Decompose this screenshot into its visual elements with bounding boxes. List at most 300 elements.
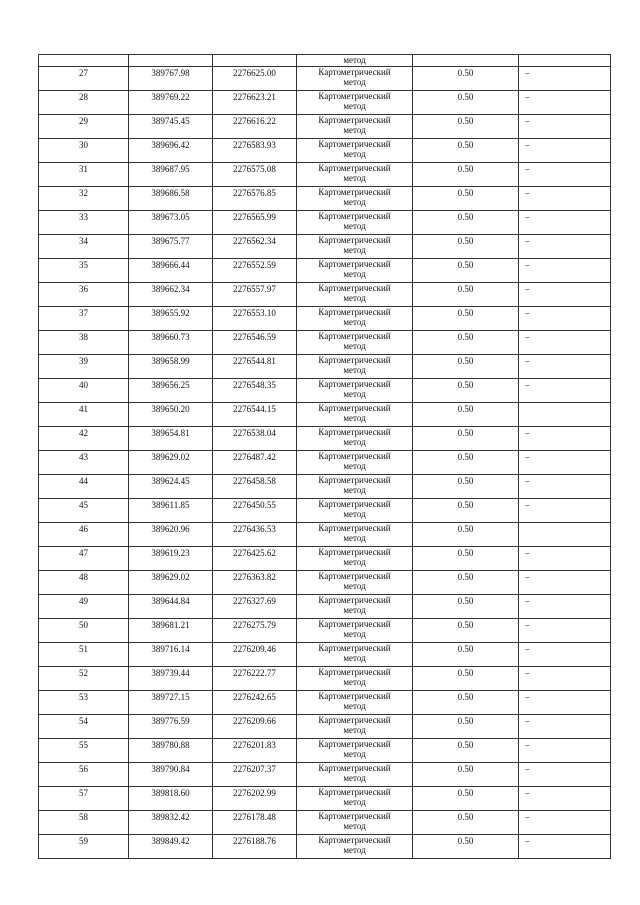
table-row [39, 283, 611, 307]
method-line-2: метод [343, 653, 366, 663]
cell-number: 46 [39, 523, 129, 547]
cell-y: 2276548.35 [213, 379, 297, 403]
cell-y: 2276222.77 [213, 667, 297, 691]
cell-number: 39 [39, 355, 129, 379]
method-line-2: метод [343, 413, 366, 423]
method-line-1: Картометрический [318, 787, 391, 797]
cell-number: 51 [39, 643, 129, 667]
method-line-1: Картометрический [318, 427, 391, 437]
cell-note: – [519, 571, 611, 595]
cell-note: – [519, 427, 611, 451]
cell-method: метод [297, 55, 413, 67]
method-line-2: метод [343, 533, 366, 543]
cell-accuracy: 0.50 [413, 835, 519, 859]
cell-x: 389666.44 [129, 259, 213, 283]
cell-x: 389780.88 [129, 739, 213, 763]
cell-number: 27 [39, 67, 129, 91]
method-line-2: метод [343, 749, 366, 759]
cell-method [297, 499, 413, 523]
cell-y: 2276625.00 [213, 67, 297, 91]
cell-accuracy: 0.50 [413, 163, 519, 187]
coordinates-table [38, 54, 611, 859]
method-line-2: метод [343, 437, 366, 447]
cell-method [297, 451, 413, 475]
cell-method [297, 283, 413, 307]
cell-note: – [519, 763, 611, 787]
table-row [39, 331, 611, 355]
cell-number: 57 [39, 787, 129, 811]
cell-method [297, 739, 413, 763]
cell-accuracy: 0.50 [413, 379, 519, 403]
cell-method [297, 595, 413, 619]
table-row [39, 763, 611, 787]
cell-method [297, 571, 413, 595]
cell-method [297, 619, 413, 643]
cell-number: 31 [39, 163, 129, 187]
cell-method [297, 787, 413, 811]
table-row [39, 427, 611, 451]
cell-accuracy: 0.50 [413, 211, 519, 235]
cell-note: – [519, 115, 611, 139]
cell-accuracy: 0.50 [413, 403, 519, 427]
table-row [39, 571, 611, 595]
method-line-2: метод [343, 341, 366, 351]
method-line-2: метод [343, 677, 366, 687]
cell-method [297, 163, 413, 187]
table-row [39, 667, 611, 691]
cell-y: 2276201.83 [213, 739, 297, 763]
method-line-1: Картометрический [318, 835, 391, 845]
cell-y: 2276188.76 [213, 835, 297, 859]
cell-accuracy: 0.50 [413, 691, 519, 715]
cell-number: 40 [39, 379, 129, 403]
cell-number: 30 [39, 139, 129, 163]
cell-note: – [519, 259, 611, 283]
method-line-2: метод [343, 269, 366, 279]
cell-y: 2276562.34 [213, 235, 297, 259]
method-line-2: метод [343, 701, 366, 711]
method-line-1: Картометрический [318, 403, 391, 413]
table-row [39, 163, 611, 187]
table-row [39, 595, 611, 619]
cell-y: 2276327.69 [213, 595, 297, 619]
cell-accuracy: 0.50 [413, 523, 519, 547]
method-line-2: метод [343, 173, 366, 183]
cell-method [297, 91, 413, 115]
cell-method [297, 811, 413, 835]
cell-y: 2276202.99 [213, 787, 297, 811]
cell-x: 389654.81 [129, 427, 213, 451]
method-line-1: Картометрический [318, 451, 391, 461]
cell-x: 389629.02 [129, 571, 213, 595]
method-line-1: Картометрический [318, 379, 391, 389]
table-row [39, 67, 611, 91]
cell-y [213, 55, 297, 67]
cell-y: 2276553.10 [213, 307, 297, 331]
cell-accuracy: 0.50 [413, 451, 519, 475]
cell-x: 389620.96 [129, 523, 213, 547]
cell-accuracy: 0.50 [413, 571, 519, 595]
cell-note [519, 523, 611, 547]
cell-note: – [519, 547, 611, 571]
cell-note: – [519, 475, 611, 499]
cell-note: – [519, 811, 611, 835]
cell-accuracy: 0.50 [413, 667, 519, 691]
method-line-2: метод [343, 485, 366, 495]
cell-x: 389790.84 [129, 763, 213, 787]
table-row [39, 403, 611, 427]
method-line-2: метод [343, 605, 366, 615]
cell-x: 389619.23 [129, 547, 213, 571]
cell-number: 37 [39, 307, 129, 331]
cell-accuracy: 0.50 [413, 499, 519, 523]
cell-y: 2276458.58 [213, 475, 297, 499]
cell-note [519, 55, 611, 67]
cell-method [297, 259, 413, 283]
method-line-2: метод [343, 725, 366, 735]
table-row [39, 211, 611, 235]
method-line-2: метод [343, 845, 366, 855]
cell-accuracy: 0.50 [413, 715, 519, 739]
cell-number: 52 [39, 667, 129, 691]
method-line-1: Картометрический [318, 235, 391, 245]
cell-x: 389716.14 [129, 643, 213, 667]
method-line-2: метод [343, 317, 366, 327]
cell-x: 389696.42 [129, 139, 213, 163]
cell-y: 2276544.15 [213, 403, 297, 427]
cell-method [297, 691, 413, 715]
cell-accuracy [413, 55, 519, 67]
method-line-1: Картометрический [318, 187, 391, 197]
cell-number: 49 [39, 595, 129, 619]
cell-x: 389624.45 [129, 475, 213, 499]
cell-number: 48 [39, 571, 129, 595]
cell-x: 389727.15 [129, 691, 213, 715]
cell-y: 2276552.59 [213, 259, 297, 283]
table-row [39, 259, 611, 283]
cell-number: 55 [39, 739, 129, 763]
cell-x: 389656.25 [129, 379, 213, 403]
cell-method [297, 643, 413, 667]
method-line-2: метод [343, 365, 366, 375]
cell-accuracy: 0.50 [413, 139, 519, 163]
cell-accuracy: 0.50 [413, 739, 519, 763]
table-row [39, 355, 611, 379]
cell-note: – [519, 67, 611, 91]
cell-note: – [519, 331, 611, 355]
table-row [39, 739, 611, 763]
cell-y: 2276209.66 [213, 715, 297, 739]
cell-number: 42 [39, 427, 129, 451]
method-line-1: Картометрический [318, 811, 391, 821]
cell-x [129, 55, 213, 67]
cell-method [297, 715, 413, 739]
method-line-1: Картометрический [318, 739, 391, 749]
cell-method [297, 355, 413, 379]
cell-method [297, 187, 413, 211]
cell-number: 36 [39, 283, 129, 307]
method-line-2: метод [343, 581, 366, 591]
method-line-2: метод [343, 101, 366, 111]
cell-method [297, 379, 413, 403]
cell-note: – [519, 667, 611, 691]
cell-x: 389739.44 [129, 667, 213, 691]
method-line-1: Картометрический [318, 715, 391, 725]
cell-y: 2276275.79 [213, 619, 297, 643]
table-row [39, 91, 611, 115]
cell-x: 389655.92 [129, 307, 213, 331]
method-line-2: метод [343, 245, 366, 255]
cell-accuracy: 0.50 [413, 283, 519, 307]
cell-note: – [519, 163, 611, 187]
method-line-1: Картометрический [318, 523, 391, 533]
cell-accuracy: 0.50 [413, 547, 519, 571]
cell-y: 2276557.97 [213, 283, 297, 307]
cell-method [297, 667, 413, 691]
method-line-2: метод [343, 773, 366, 783]
table-row [39, 619, 611, 643]
table-row [39, 187, 611, 211]
method-line-1: Картометрический [318, 163, 391, 173]
cell-note: – [519, 715, 611, 739]
cell-number: 44 [39, 475, 129, 499]
cell-note: – [519, 139, 611, 163]
cell-x: 389745.45 [129, 115, 213, 139]
cell-number: 41 [39, 403, 129, 427]
table-row [39, 499, 611, 523]
method-line-2: метод [343, 389, 366, 399]
table-row [39, 787, 611, 811]
cell-accuracy: 0.50 [413, 811, 519, 835]
method-line-1: Картометрический [318, 259, 391, 269]
method-line-1: Картометрический [318, 91, 391, 101]
method-line-2: метод [343, 77, 366, 87]
cell-number: 59 [39, 835, 129, 859]
cell-x: 389658.99 [129, 355, 213, 379]
cell-accuracy: 0.50 [413, 259, 519, 283]
cell-x: 389687.95 [129, 163, 213, 187]
method-line-1: Картометрический [318, 667, 391, 677]
method-line-1: Картометрический [318, 571, 391, 581]
cell-number: 35 [39, 259, 129, 283]
method-line-1: Картометрический [318, 355, 391, 365]
cell-y: 2276487.42 [213, 451, 297, 475]
cell-method [297, 67, 413, 91]
method-line-2: метод [343, 821, 366, 831]
cell-y: 2276436.53 [213, 523, 297, 547]
cell-method [297, 763, 413, 787]
cell-x: 389660.73 [129, 331, 213, 355]
cell-note: – [519, 451, 611, 475]
cell-x: 389686.58 [129, 187, 213, 211]
cell-number: 53 [39, 691, 129, 715]
cell-method [297, 427, 413, 451]
cell-method [297, 211, 413, 235]
method-line-1: Картометрический [318, 691, 391, 701]
cell-method [297, 235, 413, 259]
method-line-1: Картометрический [318, 115, 391, 125]
cell-note: – [519, 307, 611, 331]
cell-number: 29 [39, 115, 129, 139]
table-row [39, 235, 611, 259]
method-line-1: Картометрический [318, 211, 391, 221]
cell-y: 2276178.48 [213, 811, 297, 835]
cell-note: – [519, 499, 611, 523]
table-row [39, 379, 611, 403]
cell-accuracy: 0.50 [413, 787, 519, 811]
cell-y: 2276623.21 [213, 91, 297, 115]
cell-accuracy: 0.50 [413, 427, 519, 451]
cell-y: 2276546.59 [213, 331, 297, 355]
cell-accuracy: 0.50 [413, 67, 519, 91]
method-line-2: метод [343, 797, 366, 807]
method-line-2: метод [343, 509, 366, 519]
cell-number: 33 [39, 211, 129, 235]
cell-x: 389769.22 [129, 91, 213, 115]
cell-note: – [519, 739, 611, 763]
cell-x: 389681.21 [129, 619, 213, 643]
cell-y: 2276450.55 [213, 499, 297, 523]
continuation-row [39, 55, 611, 67]
cell-y: 2276242.65 [213, 691, 297, 715]
table-row [39, 475, 611, 499]
method-line-2: метод [343, 557, 366, 567]
method-line-2: метод [343, 293, 366, 303]
cell-number: 32 [39, 187, 129, 211]
cell-note: – [519, 835, 611, 859]
coordinates-table-body [39, 55, 611, 859]
method-line-1: Картометрический [318, 763, 391, 773]
cell-y: 2276575.08 [213, 163, 297, 187]
method-line-1: Картометрический [318, 547, 391, 557]
cell-note: – [519, 283, 611, 307]
cell-accuracy: 0.50 [413, 187, 519, 211]
cell-note: – [519, 211, 611, 235]
cell-accuracy: 0.50 [413, 619, 519, 643]
cell-y: 2276565.99 [213, 211, 297, 235]
cell-method [297, 307, 413, 331]
table-row [39, 115, 611, 139]
cell-y: 2276583.93 [213, 139, 297, 163]
cell-x: 389832.42 [129, 811, 213, 835]
cell-number: 28 [39, 91, 129, 115]
cell-number: 50 [39, 619, 129, 643]
method-line-1: Картометрический [318, 619, 391, 629]
cell-note: – [519, 787, 611, 811]
cell-number: 43 [39, 451, 129, 475]
method-line-2: метод [343, 629, 366, 639]
cell-accuracy: 0.50 [413, 91, 519, 115]
table-row [39, 139, 611, 163]
cell-x: 389849.42 [129, 835, 213, 859]
cell-method [297, 115, 413, 139]
cell-note: – [519, 643, 611, 667]
cell-number: 38 [39, 331, 129, 355]
method-line-1: Картометрический [318, 67, 391, 77]
cell-note: – [519, 595, 611, 619]
table-row [39, 691, 611, 715]
cell-number: 34 [39, 235, 129, 259]
cell-method [297, 835, 413, 859]
method-line-1: Картометрический [318, 283, 391, 293]
cell-x: 389644.84 [129, 595, 213, 619]
cell-accuracy: 0.50 [413, 475, 519, 499]
cell-x: 389818.60 [129, 787, 213, 811]
cell-x: 389767.98 [129, 67, 213, 91]
cell-method [297, 547, 413, 571]
cell-number: 56 [39, 763, 129, 787]
cell-x: 389629.02 [129, 451, 213, 475]
cell-note: – [519, 235, 611, 259]
cell-accuracy: 0.50 [413, 595, 519, 619]
cell-x: 389611.85 [129, 499, 213, 523]
cell-x: 389675.77 [129, 235, 213, 259]
cell-y: 2276616.22 [213, 115, 297, 139]
cell-method [297, 331, 413, 355]
cell-accuracy: 0.50 [413, 307, 519, 331]
cell-note: – [519, 691, 611, 715]
method-line-1: Картометрический [318, 307, 391, 317]
cell-accuracy: 0.50 [413, 643, 519, 667]
cell-note: – [519, 379, 611, 403]
cell-accuracy: 0.50 [413, 235, 519, 259]
cell-accuracy: 0.50 [413, 355, 519, 379]
table-row [39, 451, 611, 475]
cell-note: – [519, 355, 611, 379]
table-row [39, 523, 611, 547]
cell-number: 47 [39, 547, 129, 571]
method-line-2: метод [343, 197, 366, 207]
method-line-2: метод [343, 125, 366, 135]
table-row [39, 715, 611, 739]
cell-accuracy: 0.50 [413, 331, 519, 355]
cell-y: 2276576.85 [213, 187, 297, 211]
cell-accuracy: 0.50 [413, 115, 519, 139]
cell-y: 2276209.46 [213, 643, 297, 667]
table-row [39, 835, 611, 859]
cell-method [297, 403, 413, 427]
cell-number: 58 [39, 811, 129, 835]
cell-y: 2276363.82 [213, 571, 297, 595]
cell-x: 389650.20 [129, 403, 213, 427]
cell-x: 389673.05 [129, 211, 213, 235]
method-line-1: Картометрический [318, 643, 391, 653]
cell-y: 2276538.04 [213, 427, 297, 451]
method-line-1: Картометрический [318, 331, 391, 341]
table-row [39, 307, 611, 331]
cell-y: 2276544.81 [213, 355, 297, 379]
table-row [39, 547, 611, 571]
cell-accuracy: 0.50 [413, 763, 519, 787]
cell-y: 2276207.37 [213, 763, 297, 787]
table-row [39, 643, 611, 667]
method-line-1: Картометрический [318, 499, 391, 509]
method-line-1: Картометрический [318, 475, 391, 485]
method-line-2: метод [343, 461, 366, 471]
cell-number: 54 [39, 715, 129, 739]
cell-note: – [519, 91, 611, 115]
cell-method [297, 475, 413, 499]
cell-method [297, 523, 413, 547]
method-line-1: Картометрический [318, 595, 391, 605]
method-line-1: Картометрический [318, 139, 391, 149]
cell-x: 389662.34 [129, 283, 213, 307]
cell-note: – [519, 187, 611, 211]
cell-note: – [519, 619, 611, 643]
table-row [39, 811, 611, 835]
cell-number: 45 [39, 499, 129, 523]
cell-y: 2276425.62 [213, 547, 297, 571]
